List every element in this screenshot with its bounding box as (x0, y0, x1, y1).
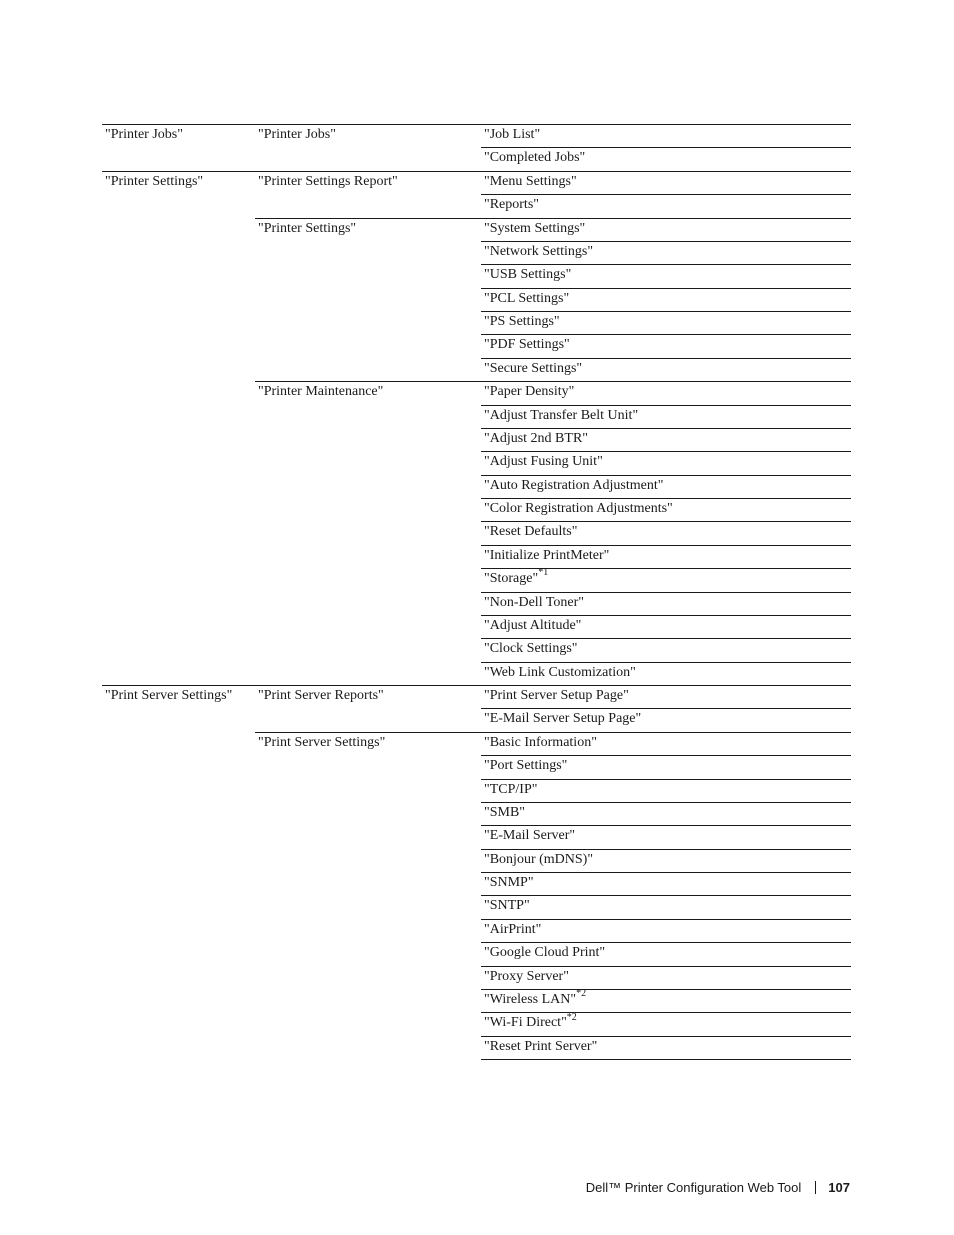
footer-separator (815, 1181, 816, 1194)
cell-text: "PDF Settings" (484, 337, 570, 353)
cell-text: "Printer Settings Report" (258, 173, 398, 189)
section-cell (255, 171, 481, 194)
table-row (102, 498, 851, 521)
footnote-marker: *2 (576, 988, 587, 1000)
item-cell (481, 662, 851, 685)
table-row (102, 685, 851, 708)
footnote-marker: *1 (538, 567, 549, 579)
cell-text: "Reset Print Server" (484, 1038, 598, 1054)
cell-text: "SNTP" (484, 898, 530, 914)
table-row (102, 802, 851, 825)
item-cell (481, 592, 851, 615)
cell-text: "Printer Settings" (258, 220, 357, 236)
table-row (102, 1036, 851, 1059)
cell-text: "Color Registration Adjustments" (484, 501, 673, 516)
cell-text: "AirPrint" (484, 921, 542, 937)
cell-text: "Printer Jobs" (258, 127, 336, 142)
section-cell (255, 732, 481, 755)
item-cell (481, 708, 851, 731)
cell-text: "SNMP" (484, 875, 534, 890)
cell-text: "E-Mail Server" (484, 828, 576, 844)
cell-text: "Adjust Fusing Unit" (484, 454, 603, 470)
cell-text: "Print Server Settings" (258, 734, 386, 750)
item-cell (481, 241, 851, 264)
table-row (102, 521, 851, 544)
table-row (102, 638, 851, 661)
category-cell (102, 685, 255, 708)
table-row (102, 334, 851, 357)
table-row (102, 568, 851, 591)
item-cell (481, 428, 851, 451)
table-row (102, 662, 851, 685)
item-cell (481, 1036, 851, 1059)
table-row (102, 124, 851, 147)
cell-text: "Reports" (484, 197, 539, 213)
cell-text: "Wi-Fi Direct" (484, 1015, 567, 1031)
cell-text: "Port Settings" (484, 758, 568, 774)
cell-text: "System Settings" (484, 220, 586, 236)
item-cell (481, 194, 851, 217)
cell-text: "USB Settings" (484, 267, 572, 283)
item-cell (481, 825, 851, 848)
table-row (102, 428, 851, 451)
table-row (102, 966, 851, 989)
category-cell (102, 171, 255, 194)
table-row (102, 989, 851, 1012)
menu-table (102, 124, 851, 1059)
cell-text: "E-Mail Server Setup Page" (484, 711, 642, 727)
cell-text: "Storage" (484, 571, 539, 587)
item-cell (481, 498, 851, 521)
item-cell (481, 545, 851, 568)
table-row (102, 755, 851, 778)
category-cell (102, 124, 255, 147)
item-cell (481, 942, 851, 965)
cell-text: "Secure Settings" (484, 360, 583, 376)
item-cell (481, 334, 851, 357)
table-row (102, 895, 851, 918)
cell-text: "SMB" (484, 804, 526, 820)
table-row (102, 311, 851, 334)
item-cell (481, 966, 851, 989)
item-cell (481, 638, 851, 661)
cell-text: "Menu Settings" (484, 173, 577, 189)
cell-text: "PS Settings" (484, 314, 560, 329)
section-cell (255, 124, 481, 147)
cell-text: "Paper Density" (484, 384, 575, 400)
table-row (102, 147, 851, 170)
table-row (102, 942, 851, 965)
item-cell (481, 451, 851, 474)
cell-text: "TCP/IP" (484, 781, 538, 797)
item-cell (481, 1012, 851, 1035)
table-row (102, 194, 851, 217)
cell-text: "Adjust Altitude" (484, 617, 582, 633)
item-cell (481, 779, 851, 802)
cell-text: "Google Cloud Print" (484, 945, 606, 961)
cell-text: "Adjust Transfer Belt Unit" (484, 407, 639, 423)
cell-text: "Adjust 2nd BTR" (484, 430, 588, 446)
item-cell (481, 895, 851, 918)
table-row (102, 708, 851, 731)
item-cell (481, 124, 851, 147)
item-cell (481, 872, 851, 895)
item-cell (481, 802, 851, 825)
table-row (102, 288, 851, 311)
cell-text: "Printer Jobs" (105, 127, 183, 142)
table-row (102, 241, 851, 264)
table-row (102, 779, 851, 802)
cell-text: "Network Settings" (484, 243, 594, 259)
cell-text: "Printer Maintenance" (258, 384, 384, 400)
cell-text: "Reset Defaults" (484, 524, 578, 540)
page-footer (586, 1180, 850, 1195)
item-cell (481, 521, 851, 544)
table-row (102, 405, 851, 428)
table-row (102, 218, 851, 241)
table-row (102, 545, 851, 568)
table-row (102, 732, 851, 755)
item-cell (481, 919, 851, 942)
item-cell (481, 311, 851, 334)
item-cell (481, 849, 851, 872)
item-cell (481, 732, 851, 755)
table-row (102, 592, 851, 615)
item-cell (481, 755, 851, 778)
table-row (102, 849, 851, 872)
section-cell (255, 381, 481, 404)
table-row (102, 825, 851, 848)
table-row (102, 475, 851, 498)
item-cell (481, 264, 851, 287)
cell-text: "Initialize PrintMeter" (484, 547, 610, 563)
table-row (102, 264, 851, 287)
item-cell (481, 147, 851, 170)
table-row (102, 358, 851, 381)
item-cell (481, 475, 851, 498)
page-number: 107 (828, 1180, 850, 1195)
cell-text: "PCL Settings" (484, 290, 570, 306)
item-cell (481, 615, 851, 638)
cell-text: "Print Server Setup Page" (484, 688, 629, 703)
section-cell (255, 218, 481, 241)
cell-text: "Bonjour (mDNS)" (484, 851, 594, 867)
item-cell (481, 989, 851, 1012)
table-row (102, 171, 851, 194)
cell-text: "Printer Settings" (105, 173, 204, 189)
table-row (102, 919, 851, 942)
cell-text: "Proxy Server" (484, 968, 569, 984)
cell-text: "Print Server Settings" (105, 688, 233, 703)
cell-text: "Completed Jobs" (484, 150, 586, 166)
table-bottom-rule (481, 1059, 851, 1060)
table-row (102, 451, 851, 474)
item-cell (481, 568, 851, 591)
cell-text: "Wireless LAN" (484, 991, 577, 1007)
item-cell (481, 218, 851, 241)
table-row (102, 615, 851, 638)
cell-text: "Clock Settings" (484, 641, 578, 657)
cell-text: "Auto Registration Adjustment" (484, 477, 664, 493)
item-cell (481, 381, 851, 404)
footnote-marker: *2 (566, 1011, 577, 1023)
item-cell (481, 685, 851, 708)
table-row (102, 1012, 851, 1035)
item-cell (481, 288, 851, 311)
cell-text: "Print Server Reports" (258, 688, 384, 703)
table-row (102, 872, 851, 895)
cell-text: "Web Link Customization" (484, 664, 636, 680)
cell-text: "Non-Dell Toner" (484, 594, 585, 610)
item-cell (481, 405, 851, 428)
cell-text: "Basic Information" (484, 734, 597, 750)
table-row (102, 381, 851, 404)
footer-title: Dell™ Printer Configuration Web Tool (585, 1180, 802, 1195)
cell-text: "Job List" (484, 127, 541, 142)
section-cell (255, 685, 481, 708)
item-cell (481, 171, 851, 194)
item-cell (481, 358, 851, 381)
